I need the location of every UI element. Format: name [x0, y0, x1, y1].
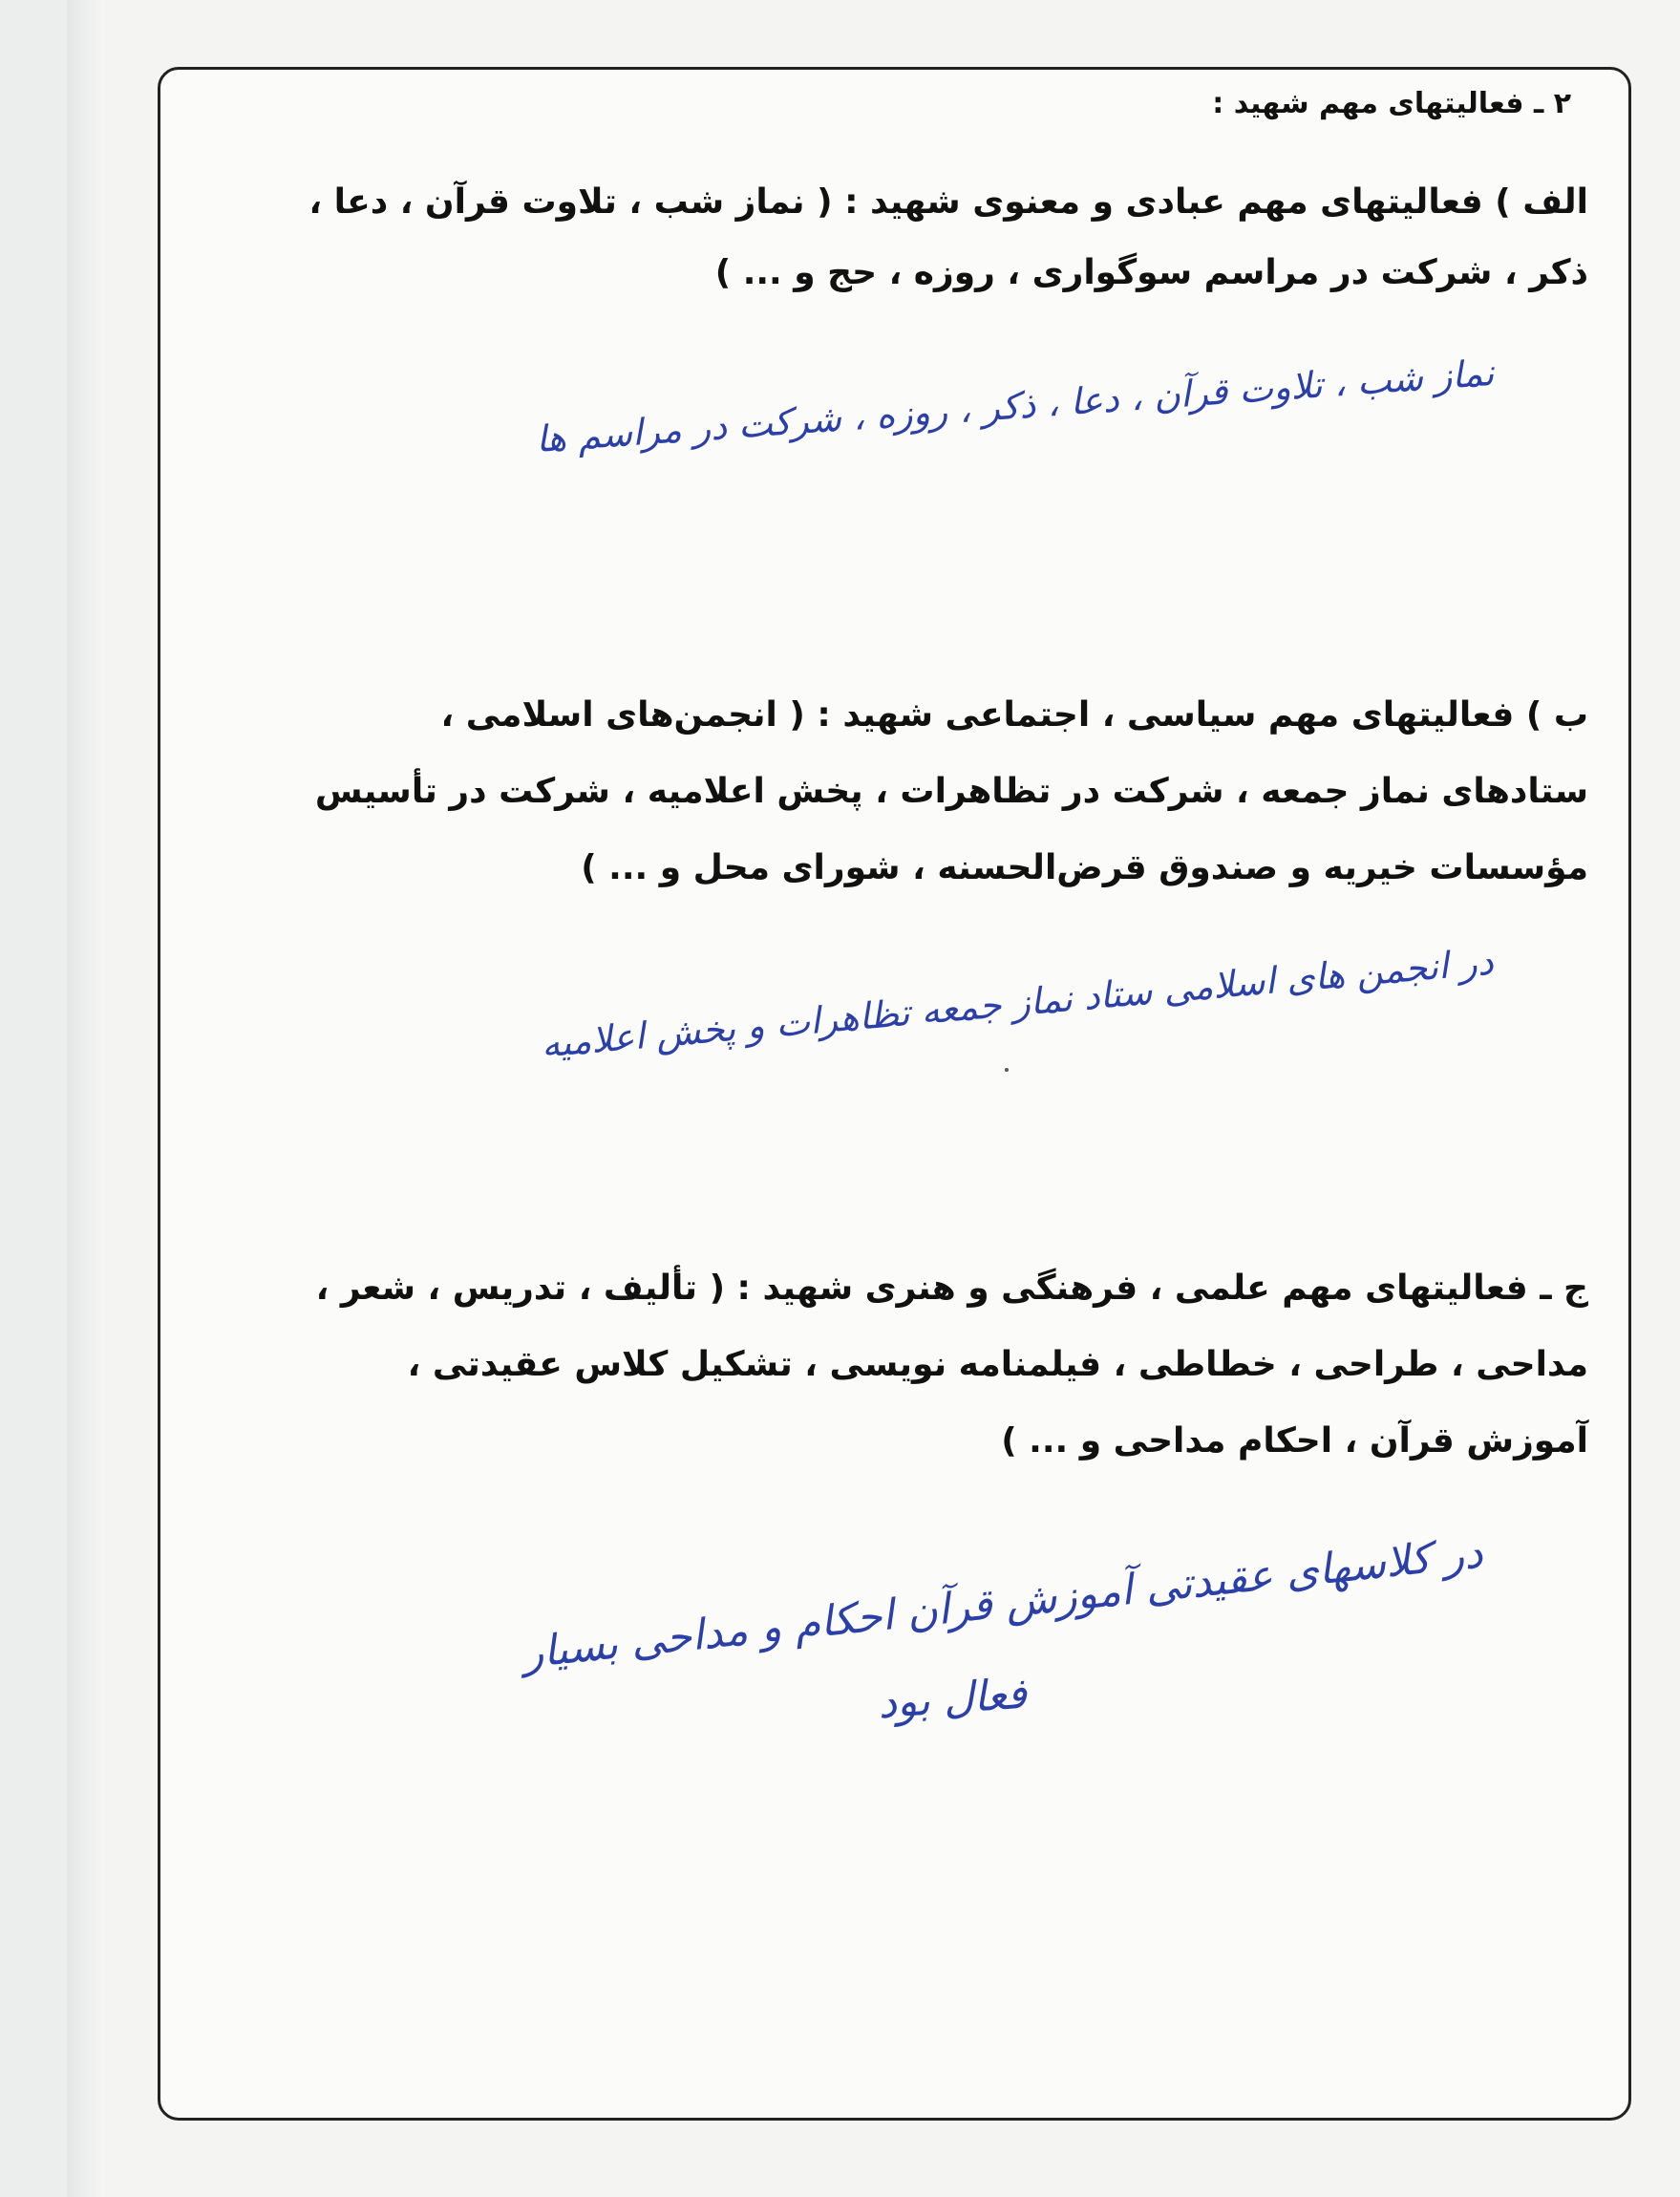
document-frame [158, 67, 1631, 2121]
section-c-line-2: مداحی ، طراحی ، خطاطی ، فیلمنامه نویسی ، تشکیل کلاس عقیدتی ، [407, 1345, 1588, 1384]
handwritten-answer-a: نماز شب ، تلاوت قرآن ، دعا ، ذکر ، روزه ، شرکت در مراسم ها [534, 351, 1496, 461]
section-c-line-3: آموزش قرآن ، احکام مداحی و ... ) [1001, 1421, 1588, 1461]
page-binding-shadow [67, 0, 105, 2197]
section-c-line-1: ج ـ فعالیتهای مهم علمی ، فرهنگی و هنری شهید : ( تألیف ، تدریس ، شعر ، [315, 1269, 1588, 1308]
section-heading: ۲ ـ فعالیتهای مهم شهید : [1212, 87, 1571, 120]
section-a-line-2: ذکر ، شرکت در مراسم سوگواری ، روزه ، حج و ... ) [714, 253, 1588, 292]
ink-dot [1005, 1068, 1009, 1072]
handwritten-answer-b: در انجمن های اسلامی ستاد نماز جمعه تظاهرات و پخش اعلامیه [539, 940, 1496, 1066]
section-a-line-1: الف ) فعالیتهای مهم عبادی و معنوی شهید : ( نماز شب ، تلاوت قرآن ، دعا ، [308, 182, 1588, 222]
handwritten-answer-c-line-2: فعال بود [876, 1669, 1029, 1729]
section-b-line-2: ستادهای نماز جمعه ، شرکت در تظاهرات ، پخش اعلامیه ، شرکت در تأسیس [314, 772, 1588, 811]
section-b-line-3: مؤسسات خیریه و صندوق قرض‌الحسنه ، شورای محل و ... ) [581, 848, 1588, 887]
section-b-line-1: ب ) فعالیتهای مهم سیاسی ، اجتماعی شهید : ( انجمن‌های اسلامی ، [440, 695, 1588, 735]
page-left-margin [0, 0, 67, 2197]
handwritten-answer-c-line-1: در کلاسهای عقیدتی آموزش قرآن احکام و مداحی بسیار [521, 1528, 1485, 1678]
